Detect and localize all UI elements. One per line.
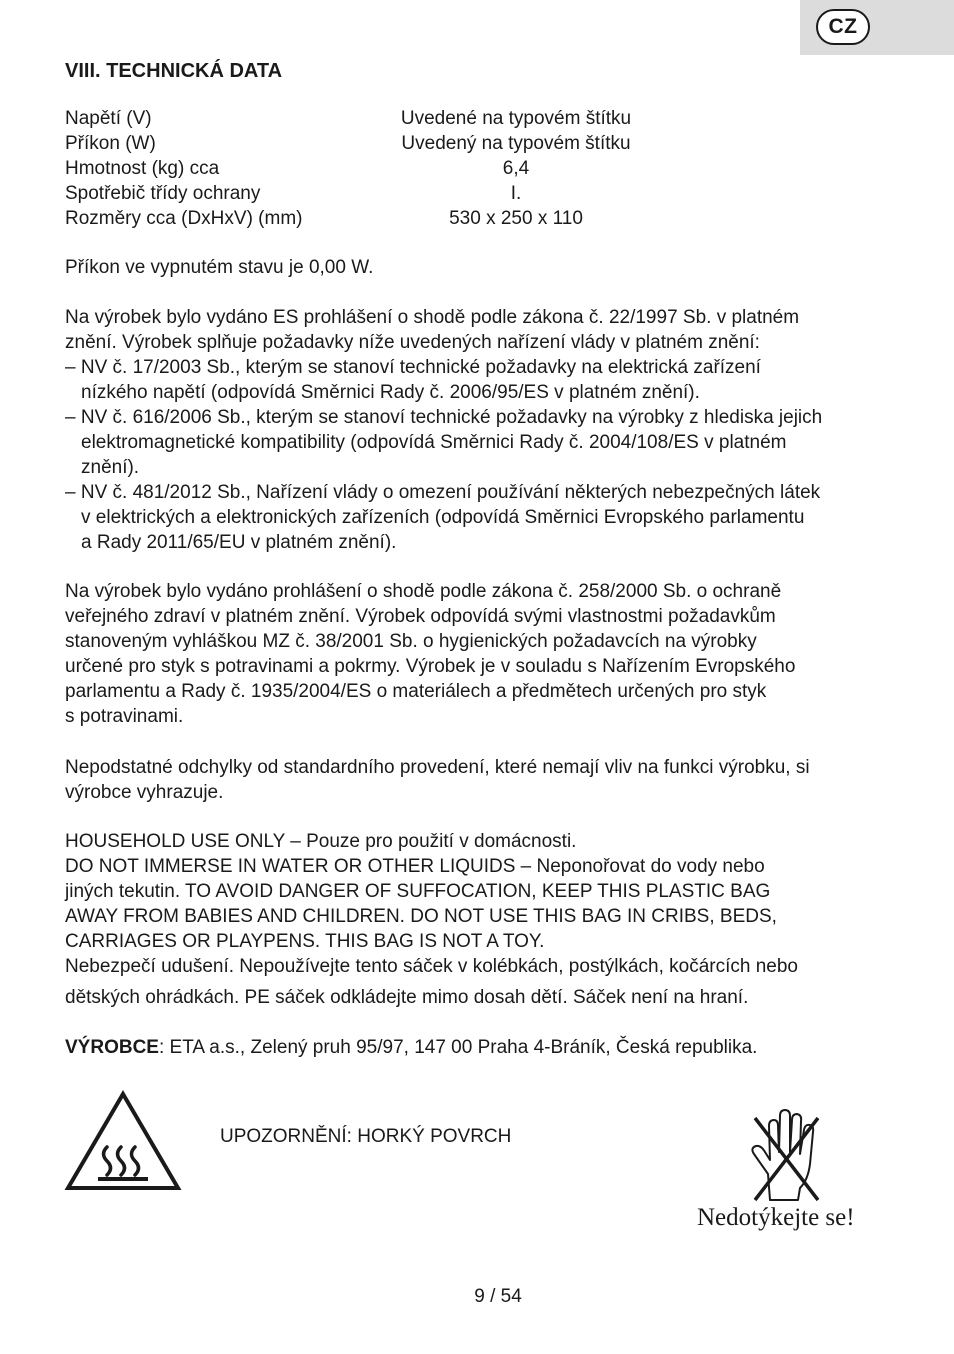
paragraph-line: určené pro styk s potravinami a pokrmy. Výrobek je v souladu s Nařízením Evropského xyxy=(65,656,796,677)
hot-surface-warning-text: UPOZORNĚNÍ: HORKÝ POVRCH xyxy=(220,1126,512,1147)
spec-value: 6,4 xyxy=(502,158,530,179)
spec-row xyxy=(65,181,685,206)
regulation-line: v elektrických a elektronických zařízeních (odpovídá Směrnici Evropského parlamentu xyxy=(81,507,805,528)
paragraph-line: parlamentu a Rady č. 1935/2004/ES o materiálech a předmětech určených pro styk xyxy=(65,681,767,702)
safety-warnings-last xyxy=(65,985,895,1010)
spec-label: Spotřebič třídy ochrany xyxy=(65,183,261,204)
paragraph-line: stanoveným vyhláškou MZ č. 38/2001 Sb. o hygienických požadavcích na výrobky xyxy=(65,631,757,652)
paragraph-line: Na výrobek bylo vydáno prohlášení o shodě podle zákona č. 258/2000 Sb. o ochraně xyxy=(65,581,782,602)
spec-label: Hmotnost (kg) cca xyxy=(65,158,220,179)
health-declaration xyxy=(65,579,895,729)
regulation-list-item xyxy=(65,405,895,480)
regulation-line: – NV č. 616/2006 Sb., kterým se stanoví technické požadavky na výrobky z hlediska jejich xyxy=(65,407,823,428)
regulation-line: a Rady 2011/65/EU v platném znění). xyxy=(81,532,397,553)
warning-line: HOUSEHOLD USE ONLY – Pouze pro použití v domácnosti. xyxy=(65,831,577,852)
spec-value: Uvedený na typovém štítku xyxy=(401,133,631,154)
warning-line: dětských ohrádkách. PE sáček odkládejte mimo dosah dětí. Sáček není na hraní. xyxy=(65,987,749,1008)
warning-line: AWAY FROM BABIES AND CHILDREN. DO NOT USE THIS BAG IN CRIBS, BEDS, xyxy=(65,906,777,927)
manufacturer-info xyxy=(65,1035,895,1060)
paragraph-line: s potravinami. xyxy=(65,706,184,727)
warning-line: CARRIAGES OR PLAYPENS. THIS BAG IS NOT A TOY. xyxy=(65,931,545,952)
spec-row xyxy=(65,206,685,231)
es-declaration xyxy=(65,305,895,555)
warning-line: jiných tekutin. TO AVOID DANGER OF SUFFOCATION, KEEP THIS PLASTIC BAG xyxy=(65,881,771,902)
regulation-line: – NV č. 17/2003 Sb., kterým se stanoví technické požadavky na elektrická zařízení xyxy=(65,357,761,378)
do-not-touch-icon xyxy=(740,1108,830,1204)
spec-row xyxy=(65,106,685,131)
spec-value: I. xyxy=(510,183,522,204)
regulation-line: – NV č. 481/2012 Sb., Nařízení vlády o omezení používání některých nebezpečných látek xyxy=(65,482,821,503)
spec-label: Příkon (W) xyxy=(65,133,156,154)
language-badge: CZ xyxy=(816,9,870,45)
spec-value: Uvedené na typovém štítku xyxy=(400,108,632,129)
es-intro-line: Na výrobek bylo vydáno ES prohlášení o shodě podle zákona č. 22/1997 Sb. v platném xyxy=(65,307,800,328)
hot-surface-warning-icon xyxy=(64,1090,182,1192)
safety-warnings xyxy=(65,829,895,979)
standby-power-note: Příkon ve vypnutém stavu je 0,00 W. xyxy=(65,257,374,278)
section-title: VIII. TECHNICKÁ DATA xyxy=(65,60,283,82)
spec-row xyxy=(65,156,685,181)
do-not-touch-caption: Nedotýkejte se! xyxy=(697,1204,855,1231)
regulation-line: nízkého napětí (odpovídá Směrnici Rady č. 2006/95/ES v platném znění). xyxy=(81,382,700,403)
warning-line: Nebezpečí udušení. Nepoužívejte tento sáček v kolébkách, postýlkách, kočárcích nebo xyxy=(65,956,798,977)
regulation-list-item xyxy=(65,355,895,405)
spec-label: Rozměry cca (DxHxV) (mm) xyxy=(65,208,303,229)
page-number: 9 / 54 xyxy=(474,1286,522,1307)
paragraph-line: veřejného zdraví v platném znění. Výrobek odpovídá svými vlastnostmi požadavkům xyxy=(65,606,776,627)
manufacturer-label: VÝROBCE xyxy=(65,1037,159,1058)
spec-label: Napětí (V) xyxy=(65,108,152,129)
paragraph-line: výrobce vyhrazuje. xyxy=(65,782,224,803)
spec-table xyxy=(65,106,685,231)
regulation-line: elektromagnetické kompatibility (odpovídá Směrnici Rady č. 2004/108/ES v platném xyxy=(81,432,787,453)
spec-row xyxy=(65,131,685,156)
manufacturer-address: : ETA a.s., Zelený pruh 95/97, 147 00 Praha 4-Bráník, Česká republika. xyxy=(158,1037,758,1058)
paragraph-line: Nepodstatné odchylky od standardního provedení, které nemají vliv na funkci výrobku, si xyxy=(65,757,810,778)
warning-line: DO NOT IMMERSE IN WATER OR OTHER LIQUIDS – Neponořovat do vody nebo xyxy=(65,856,765,877)
regulation-line: znění). xyxy=(81,457,140,478)
deviation-note xyxy=(65,755,895,805)
es-intro-line: znění. Výrobek splňuje požadavky níže uvedených nařízení vlády v platném znění: xyxy=(65,332,760,353)
spec-value: 530 x 250 x 110 xyxy=(449,208,583,229)
regulation-list-item xyxy=(65,480,895,555)
